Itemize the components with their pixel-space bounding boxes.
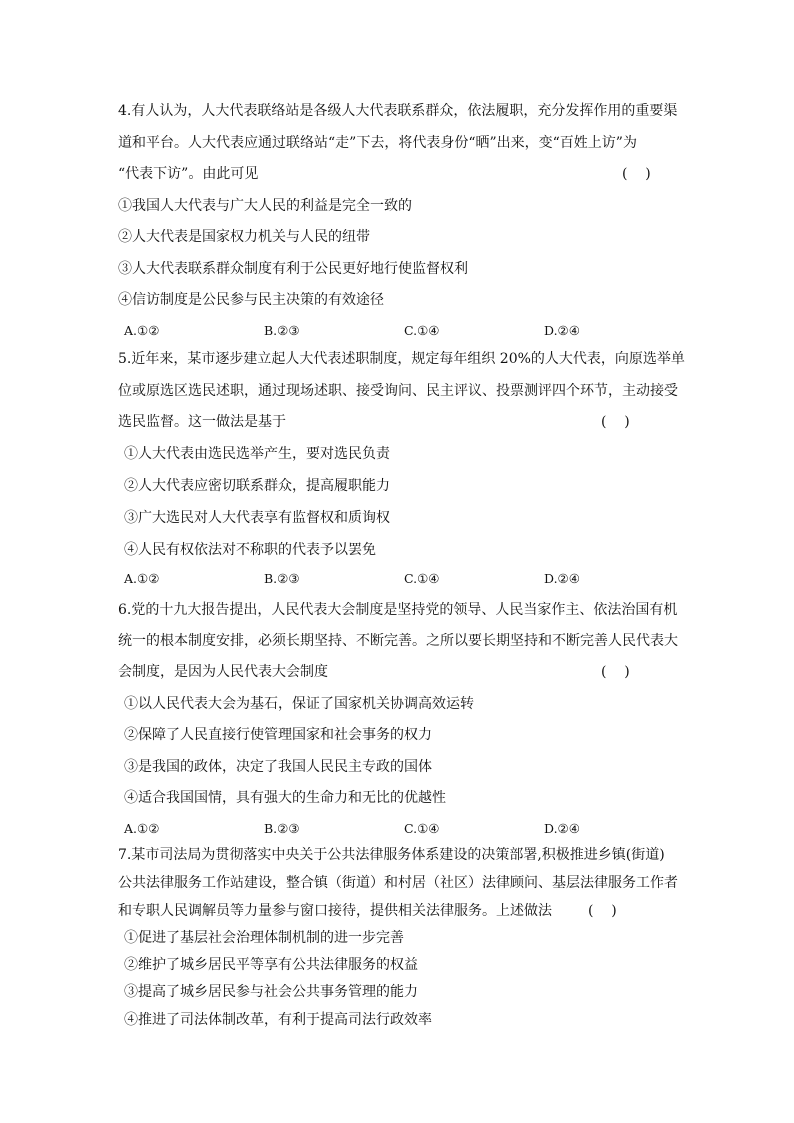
answer-paren: ( ) [588,903,617,919]
question-stem-line: 会制度，是因为人民代表大会制度 [118,664,328,680]
choice-b: B.②③ [264,571,300,586]
choice-d: D.②④ [544,323,580,338]
option-statement: ①我国人大代表与广大人民的利益是完全一致的 [118,198,412,214]
question-stem-line: 和专职人民调解员等力量参与窗口接待，提供相关法律服务。上述做法 [118,903,552,919]
choice-b: B.②③ [264,821,300,836]
choice-c: C.①④ [404,821,440,836]
option-statement: ④信访制度是公民参与民主决策的有效途径 [118,292,384,308]
question-stem-line: 4.有人认为，人大代表联络站是各级人大代表联系群众，依法履职，充分发挥作用的重要渠 [118,103,678,119]
question-stem-line: 7.某市司法局为贯彻落实中央关于公共法律服务体系建设的决策部署,积极推进乡镇(街道) [118,847,665,863]
option-statement: ④人民有权依法对不称职的代表予以罢免 [124,542,376,558]
option-statement: ③广大选民对人大代表享有监督权和质询权 [124,510,390,526]
option-statement: ③人大代表联系群众制度有利于公民更好地行使监督权利 [118,261,468,277]
answer-paren: ( ) [601,664,630,680]
option-statement: ④适合我国国情，具有强大的生命力和无比的优越性 [124,790,446,806]
option-statement: ①人大代表由选民选举产生，要对选民负责 [124,446,390,462]
choice-a: A.①② [124,571,160,586]
choice-b: B.②③ [264,323,300,338]
option-statement: ①促进了基层社会治理体制机制的进一步完善 [124,930,404,946]
question-stem-line: 统一的根本制度安排，必须长期坚持、不断完善。之所以要长期坚持和不断完善人民代表大 [118,633,678,649]
choice-a: A.①② [124,821,160,836]
question-stem-line: “代表下访”。由此可见 [118,166,259,182]
choice-a: A.①② [124,323,160,338]
answer-paren: ( ) [601,414,630,430]
option-statement: ④推进了司法体制改革，有利于提高司法行政效率 [124,1012,432,1028]
option-statement: ②保障了人民直接行使管理国家和社会事务的权力 [124,727,432,743]
option-statement: ②维护了城乡居民平等享有公共法律服务的权益 [124,957,418,973]
question-stem-line: 5.近年来，某市逐步建立起人大代表述职制度，规定每年组织 20%的人大代表，向原选举单 [118,351,685,367]
question-stem-line: 6.党的十九大报告提出，人民代表大会制度是坚持党的领导、人民当家作主、依法治国有机 [118,602,678,618]
question-stem-line: 位或原选区选民述职，通过现场述职、接受询问、民主评议、投票测评四个环节，主动接受 [118,383,678,399]
choice-d: D.②④ [544,821,580,836]
answer-choices [124,570,684,588]
question-stem-line: 公共法律服务工作站建设，整合镇（街道）和村居（社区）法律顾问、基层法律服务工作者 [118,875,678,891]
option-statement: ②人大代表是国家权力机关与人民的纽带 [118,229,370,245]
option-statement: ①以人民代表大会为基石，保证了国家机关协调高效运转 [124,696,474,712]
choice-c: C.①④ [404,323,440,338]
question-stem-line: 选民监督。这一做法是基于 [118,414,286,430]
option-statement: ③提高了城乡居民参与社会公共事务管理的能力 [124,984,418,1000]
answer-choices [124,322,684,340]
option-statement: ③是我国的政体，决定了我国人民民主专政的国体 [124,759,432,775]
option-statement: ②人大代表应密切联系群众，提高履职能力 [124,478,390,494]
choice-d: D.②④ [544,571,580,586]
answer-paren: ( ) [622,166,651,182]
answer-choices [124,820,684,838]
question-stem-line: 道和平台。人大代表应通过联络站“走”下去，将代表身份“晒”出来，变“百姓上访”为 [118,135,637,151]
choice-c: C.①④ [404,571,440,586]
